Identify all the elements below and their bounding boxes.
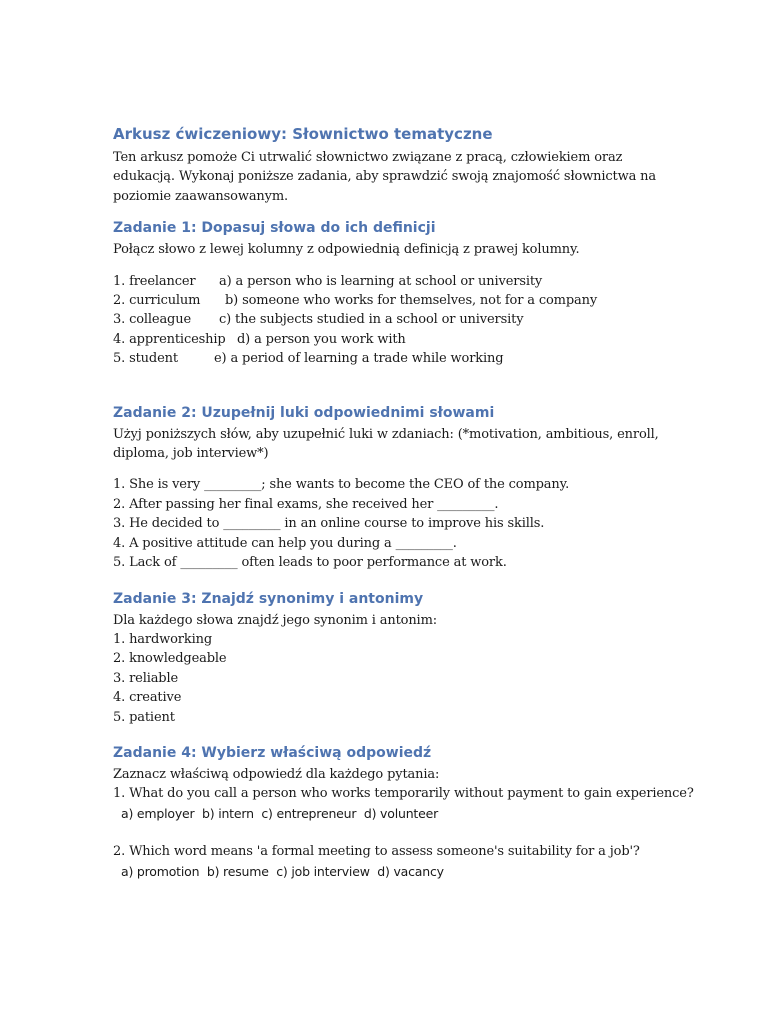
match-row: [113, 330, 673, 349]
task1-matching-list: [113, 272, 673, 369]
list-item: 4. creative: [113, 690, 182, 706]
worksheet-page: [113, 124, 694, 881]
fill-in-sentence: 5. Lack of _________ often leads to poor performance at work.: [113, 555, 507, 571]
match-definition: a) a person who is learning at school or university: [219, 273, 543, 289]
match-definition: e) a period of learning a trade while working: [214, 351, 504, 367]
fill-in-sentence: 3. He decided to _________ in an online course to improve his skills.: [113, 516, 545, 532]
task4-instruction: Zaznacz właściwą odpowiedź dla każdego pytania:: [113, 766, 440, 782]
question-text: 2. Which word means 'a formal meeting to assess someone's suitability for a job'?: [113, 844, 640, 860]
match-row: [113, 291, 673, 310]
answer-options: a) employer b) intern c) entrepreneur d) volunteer: [121, 805, 439, 821]
task4-heading: Zadanie 4: Wybierz właściwą odpowiedź: [113, 744, 432, 761]
fill-in-sentence: 1. She is very _________; she wants to become the CEO of the company.: [113, 477, 570, 493]
task2-sentence-list: [113, 475, 673, 572]
task1-heading: Zadanie 1: Dopasuj słowa do ich definicji: [113, 220, 436, 237]
fill-in-sentence: 2. After passing her final exams, she received her _________.: [113, 496, 499, 512]
worksheet-intro: Ten arkusz pomoże Ci utrwalić słownictwo związane z pracą, człowiekiem oraz edukacją. Wykonaj poniższe zadania, aby sprawdzić swoją znajomość słownictwa na poziomie zaawansowanym.: [113, 150, 656, 204]
task3-instruction: Dla każdego słowa znajdź jego synonim i antonim:: [113, 612, 437, 628]
match-word: 4. apprenticeship: [113, 331, 226, 347]
match-word: 5. student: [113, 351, 178, 367]
worksheet-title: Arkusz ćwiczeniowy: Słownictwo tematyczne: [113, 125, 493, 143]
match-row: [113, 310, 673, 329]
match-row: [113, 272, 673, 291]
task3-heading: Zadanie 3: Znajdź synonimy i antonimy: [113, 590, 424, 607]
list-item: 3. reliable: [113, 670, 179, 686]
list-item: 1. hardworking: [113, 631, 212, 647]
task4-question: [113, 842, 673, 881]
task4-question: [113, 784, 694, 823]
task3-word-list: [113, 630, 673, 727]
task2-heading: Zadanie 2: Uzupełnij luki odpowiednimi słowami: [113, 404, 495, 421]
question-text: 1. What do you call a person who works temporarily without payment to gain experience?: [113, 786, 694, 802]
list-item: 5. patient: [113, 709, 175, 725]
match-definition: c) the subjects studied in a school or university: [219, 312, 524, 328]
list-item: 2. knowledgeable: [113, 651, 227, 667]
task1-instruction: Połącz słowo z lewej kolumny z odpowiednią definicją z prawej kolumny.: [113, 242, 580, 258]
match-word: 1. freelancer: [113, 273, 196, 289]
match-word: 2. curriculum: [113, 293, 201, 309]
fill-in-sentence: 4. A positive attitude can help you during a _________.: [113, 535, 457, 551]
match-word: 3. colleague: [113, 312, 191, 328]
match-row: [113, 349, 673, 368]
match-definition: d) a person you work with: [237, 331, 406, 347]
match-definition: b) someone who works for themselves, not for a company: [225, 293, 598, 309]
task2-instruction: Użyj poniższych słów, aby uzupełnić luki w zdaniach: (*motivation, ambitious, enroll, diploma, job interview*): [113, 426, 659, 462]
answer-options: a) promotion b) resume c) job interview d) vacancy: [121, 863, 444, 879]
